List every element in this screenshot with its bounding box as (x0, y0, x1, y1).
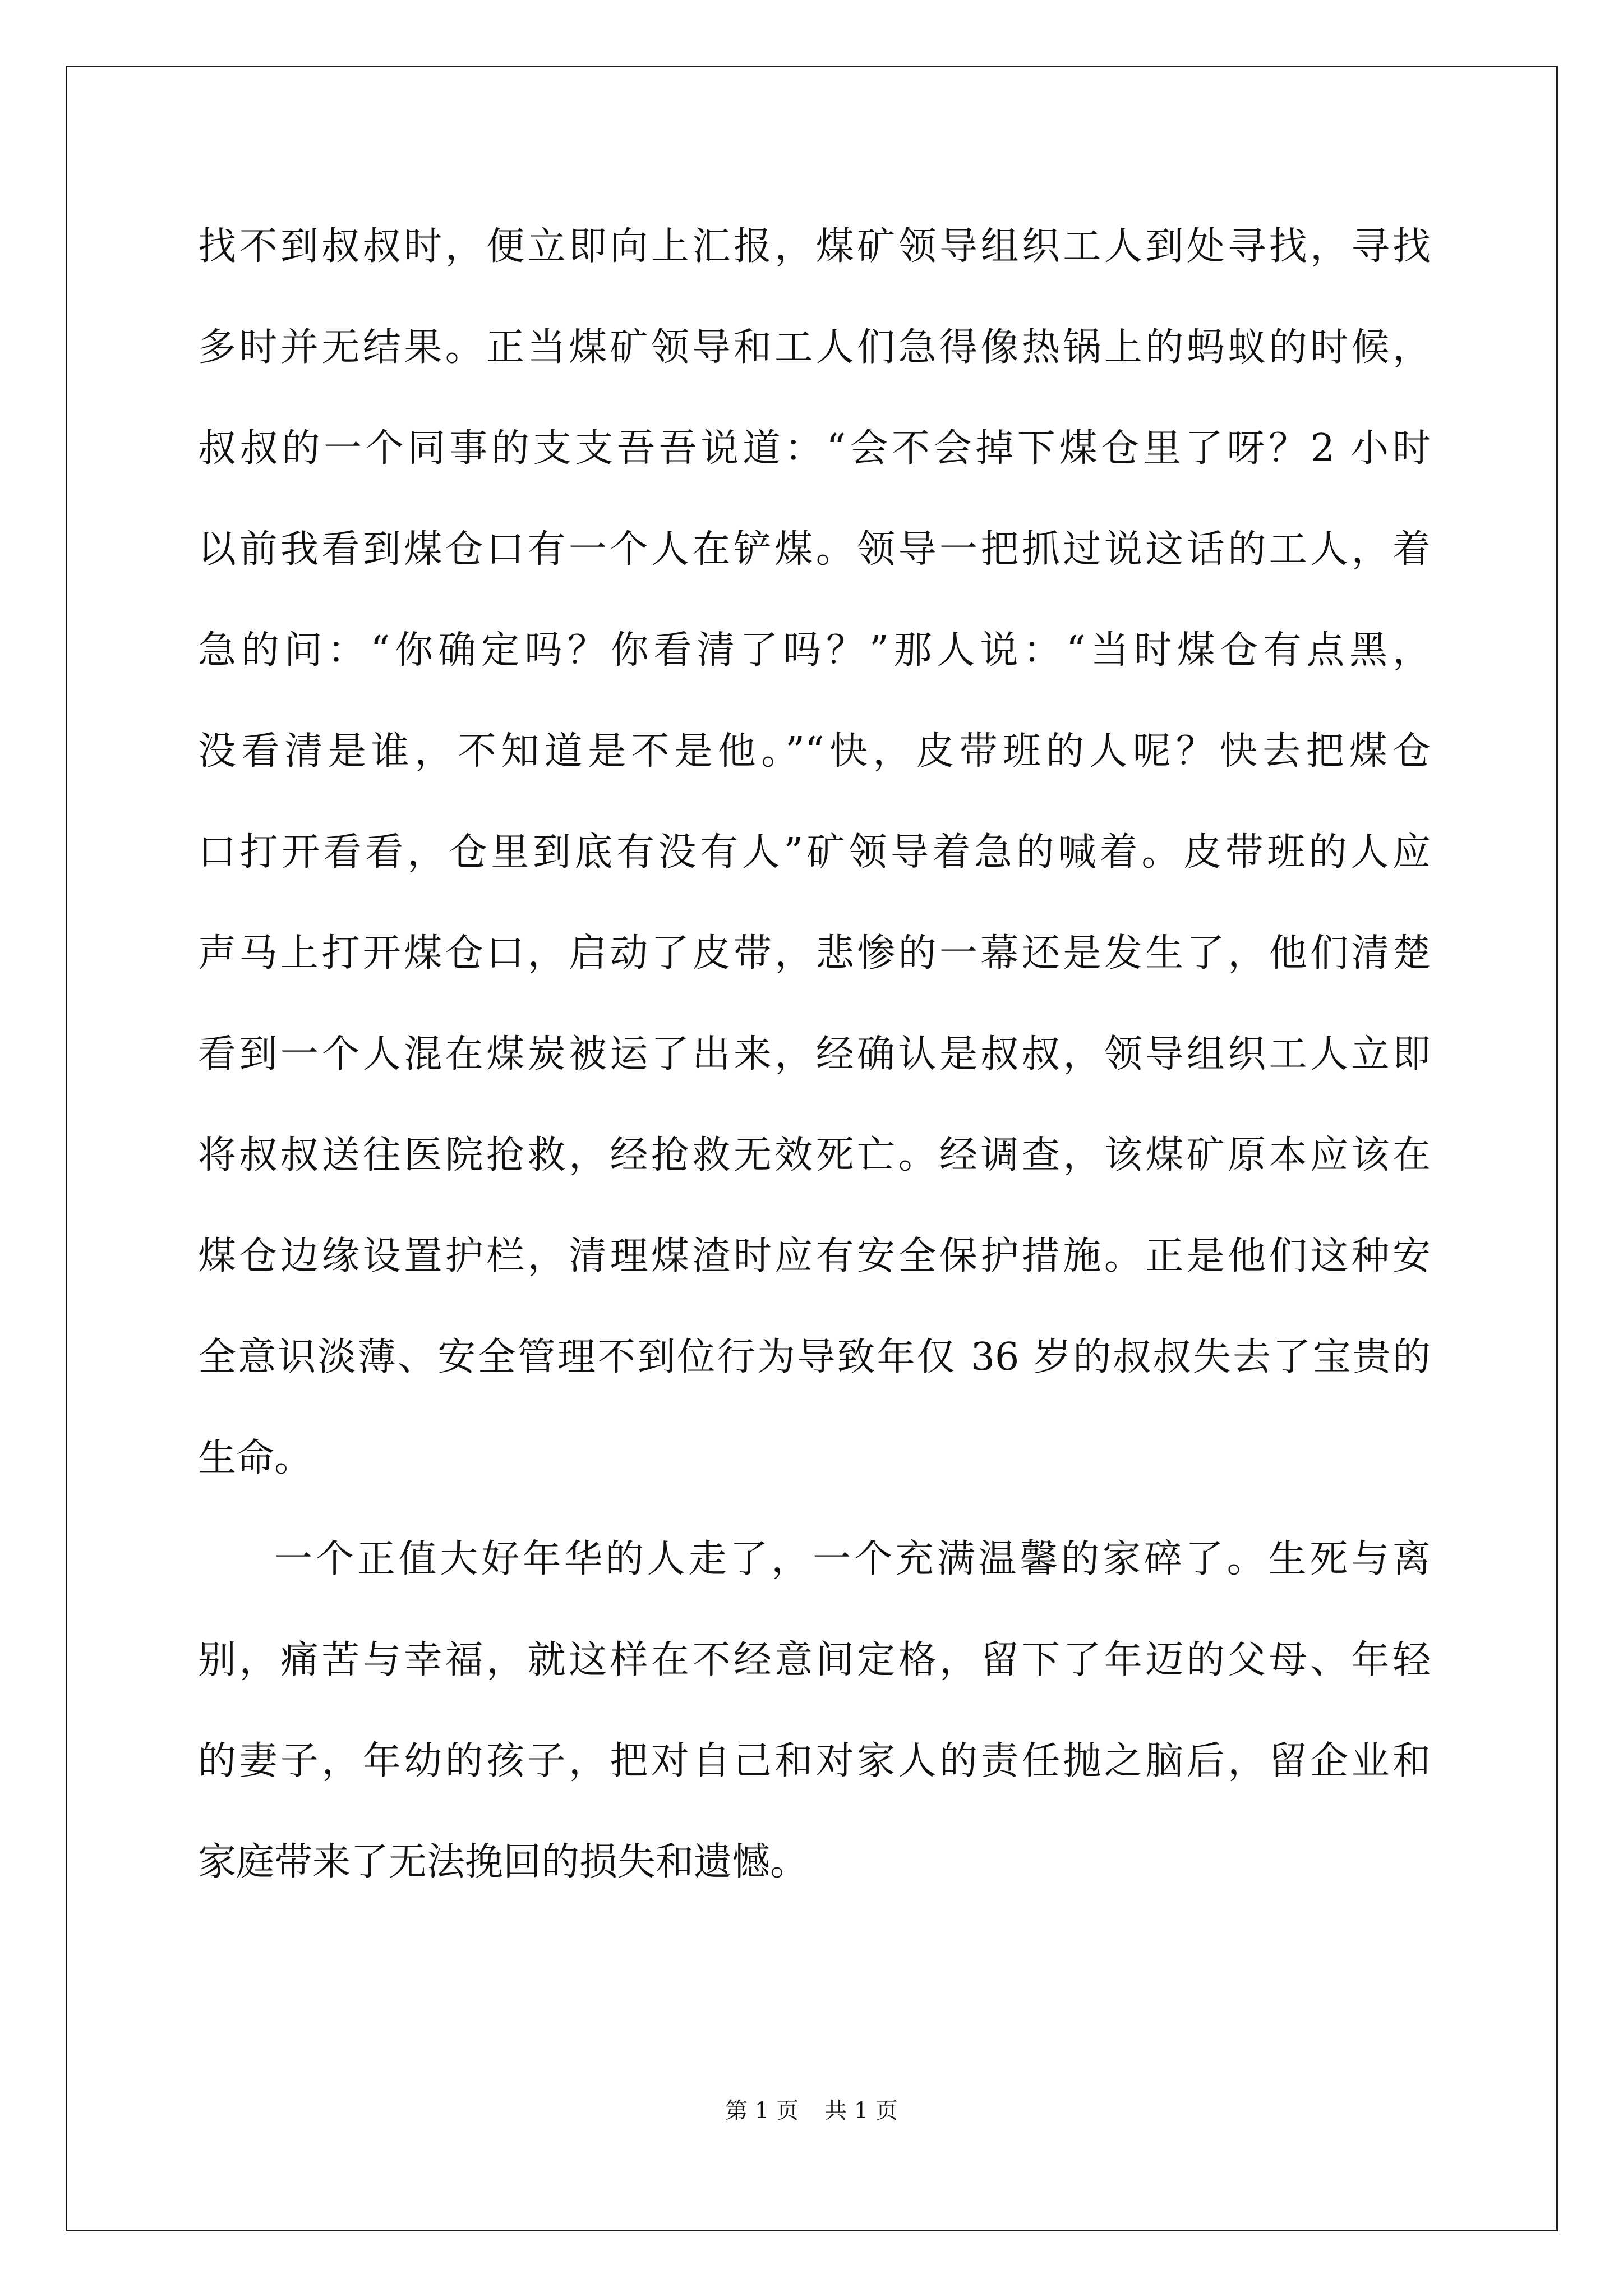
text-line: 生命。 (198, 1436, 313, 1480)
text-line: 煤仓边缘设置护栏，清理煤渣时应有安全保护措施。正是他们这种安 (198, 1234, 1431, 1278)
text-line: 找不到叔叔时，便立即向上汇报，煤矿领导组织工人到处寻找，寻找 (198, 224, 1431, 269)
page-total: 共 1 页 (824, 2098, 898, 2124)
text-line: 一个正值大好年华的人走了，一个充满温馨的家碎了。生死与离 (274, 1537, 1431, 1581)
text-line: 的妻子，年幼的孩子，把对自己和对家人的责任抛之脑后，留企业和 (198, 1739, 1431, 1783)
page-footer (0, 2097, 1623, 2125)
text-line: 以前我看到煤仓口有一个人在铲煤。领导一把抓过说这话的工人，着 (198, 527, 1431, 572)
text-line: 将叔叔送往医院抢救，经抢救无效死亡。经调查，该煤矿原本应该在 (198, 1133, 1431, 1177)
text-line: 多时并无结果。正当煤矿领导和工人们急得像热锅上的蚂蚁的时候， (198, 325, 1431, 370)
paragraph (198, 1534, 1431, 1938)
text-line: 别，痛苦与幸福，就这样在不经意间定格，留下了年迈的父母、年轻 (198, 1638, 1431, 1682)
text-line: 看到一个人混在煤炭被运了出来，经确认是叔叔，领导组织工人立即 (198, 1032, 1431, 1076)
text-line: 没看清是谁，不知道是不是他。”“快，皮带班的人呢？快去把煤仓 (198, 729, 1431, 774)
text-line: 口打开看看，仓里到底有没有人”矿领导着急的喊着。皮带班的人应 (198, 830, 1431, 875)
text-line: 声马上打开煤仓口，启动了皮带，悲惨的一幕还是发生了，他们清楚 (198, 931, 1431, 976)
text-line: 急的问：“你确定吗？你看清了吗？”那人说：“当时煤仓有点黑， (198, 628, 1431, 673)
page-number: 第 1 页 (725, 2098, 799, 2124)
document-body (198, 222, 1431, 1938)
text-line: 全意识淡薄、安全管理不到位行为导致年仅 36 岁的叔叔失去了宝贵的 (198, 1335, 1431, 1379)
paragraph (198, 222, 1431, 1534)
text-line: 叔叔的一个同事的支支吾吾说道：“会不会掉下煤仓里了呀？2 小时 (198, 426, 1431, 471)
text-line: 家庭带来了无法挽回的损失和遗憾。 (198, 1840, 809, 1884)
